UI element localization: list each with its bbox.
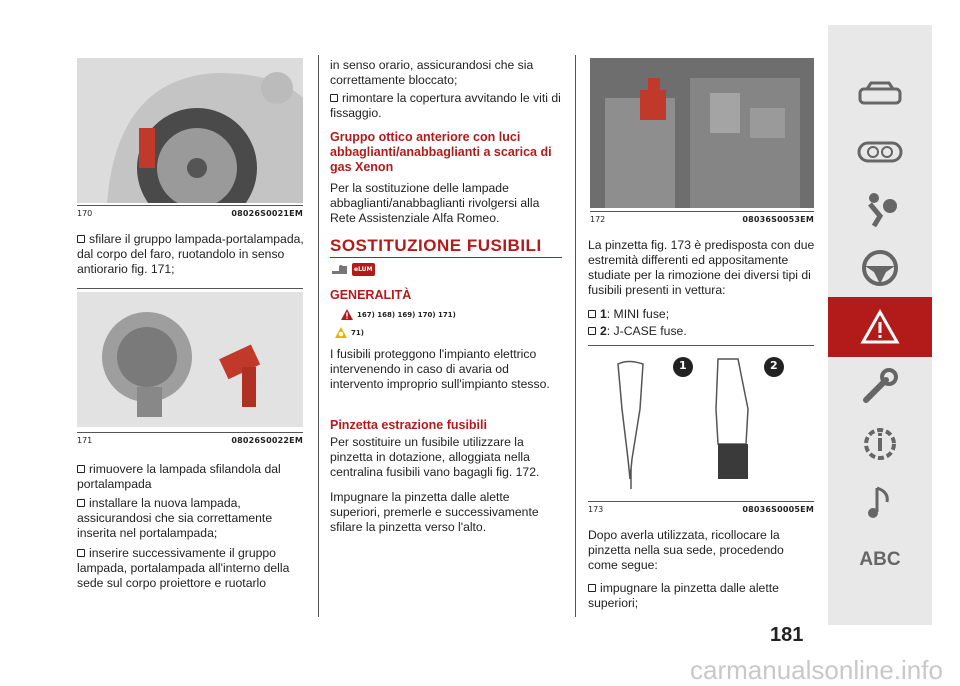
warning-icon (860, 309, 900, 345)
mini-fuse-item: 1: MINI fuse; (588, 307, 816, 322)
divider (77, 288, 303, 289)
figure-number: 173 (588, 505, 604, 514)
gear-info-icon (860, 424, 900, 464)
section-underline (330, 257, 562, 258)
tweezer-description: La pinzetta fig. 173 è predisposta con due estremità differenti ed appositamente studiate per la rimozione dei diversi tipi di fusibili presenti in vettura: (588, 238, 815, 297)
chapter-sidebar (828, 25, 932, 625)
warning-triangle-icon (340, 308, 354, 321)
figure-171-lamp-holder (77, 292, 303, 427)
bullet-icon (588, 584, 596, 592)
col1-item2: rimuovere la lampada sfilandola dal portalampada (77, 462, 281, 491)
page-number: 181 (770, 624, 804, 646)
tweezer-heading: Pinzetta estrazione fusibili (330, 418, 487, 432)
bullet-icon (588, 327, 596, 335)
divider (588, 345, 814, 346)
bullet-icon (330, 94, 338, 102)
lamp-holder-illustration (77, 292, 303, 427)
column-divider-1 (318, 55, 319, 617)
xenon-heading: Gruppo ottico anteriore con luci abbaglianti/anabbaglianti a scarica di gas Xenon (330, 130, 552, 174)
figure-170-caption (77, 205, 303, 218)
figure-173-tweezer (588, 349, 814, 497)
stow-item1: impugnare la pinzetta dalle alette superiori; (588, 581, 779, 610)
sidebar-item-emergency[interactable] (828, 297, 932, 357)
col2-item1: rimontare la copertura avvitando le viti di fissaggio. (330, 91, 561, 120)
col1-item4: inserire successivamente il gruppo lampada, portalampada all'interno della sede sul corpo proiettore e ruotarlo (77, 546, 290, 590)
figure-number: 170 (77, 209, 93, 218)
xenon-paragraph: Per la sostituzione delle lampade abbaglianti/anabbaglianti rivolgersi alla Rete Assistenziale Alfa Romeo. (330, 181, 540, 225)
figure-number: 171 (77, 436, 93, 445)
sidebar-item-car[interactable] (828, 65, 932, 123)
col2-continuation: in senso orario, assicurandosi che sia correttamente bloccato; (330, 58, 534, 87)
caution-triangle-icon (334, 326, 348, 339)
bullet-icon (77, 235, 85, 243)
sidebar-item-maintenance[interactable] (828, 357, 932, 415)
bullet-icon (77, 549, 85, 557)
sidebar-item-multimedia[interactable] (828, 473, 932, 531)
callout-1: 1 (679, 359, 687, 372)
wheel-arch-illustration (77, 58, 303, 203)
col1-item3: installare la nuova lampada, assicurandosi che sia correttamente inserita nel portalampada; (77, 496, 273, 540)
column-divider-2 (575, 55, 576, 617)
figure-171-caption (77, 432, 303, 445)
tweezer-illustration (588, 349, 814, 497)
watermark: carmanualsonline.info (690, 655, 943, 685)
abc-label: ABC (859, 549, 901, 570)
fuse-box-illustration (590, 58, 814, 208)
car-icon (857, 81, 903, 107)
dashboard-icon (857, 141, 903, 163)
steering-wheel-icon (860, 248, 900, 288)
elum-label: eLUM (352, 263, 375, 276)
hand-icon (331, 262, 349, 276)
sidebar-item-technical[interactable] (828, 415, 932, 473)
figure-170-wheel-arch (77, 58, 303, 203)
figure-number: 172 (590, 215, 606, 224)
sidebar-item-steering[interactable] (828, 239, 932, 297)
figure-code: 08036S0005EM (742, 505, 814, 514)
section-title: SOSTITUZIONE FUSIBILI (330, 236, 542, 255)
bullet-icon (588, 310, 596, 318)
jcase-fuse-item: 2: J-CASE fuse. (588, 324, 816, 339)
tweezer-paragraph-1: Per sostituire un fusibile utilizzare la pinzetta in dotazione, alloggiata nella centralina fusibili vano bagagli fig. 172. (330, 435, 540, 479)
sidebar-item-index[interactable] (828, 531, 932, 589)
warning-refs: 167) 168) 169) 170) 171) (340, 308, 456, 321)
fuses-paragraph: I fusibili proteggono l'impianto elettrico intervenendo in caso di avaria od intervento improprio sull'impianto stesso. (330, 347, 550, 391)
figure-173-caption (588, 501, 814, 514)
figure-code: 08026S0021EM (231, 209, 303, 218)
callout-2: 2 (770, 359, 778, 372)
sidebar-item-airbag[interactable] (828, 181, 932, 239)
figure-code: 08026S0022EM (231, 436, 303, 445)
wrench-icon (860, 366, 900, 406)
note-refs: 71) (334, 326, 364, 339)
col1-item1: sfilare il gruppo lampada-portalampada, dal corpo del faro, ruotandolo in senso antiorario fig. 171; (77, 232, 304, 276)
generalita-title: GENERALITÀ (330, 288, 412, 302)
figure-code: 08036S0053EM (742, 215, 814, 224)
stow-paragraph: Dopo averla utilizzata, ricollocare la pinzetta nella sua sede, procedendo come segue: (588, 528, 784, 572)
airbag-icon (860, 190, 900, 230)
figure-172-fuse-box (590, 58, 814, 208)
bullet-icon (77, 499, 85, 507)
elum-badge (331, 262, 375, 276)
music-note-icon (865, 482, 895, 522)
tweezer-paragraph-2: Impugnare la pinzetta dalle alette superiori, premerle e successivamente sfilare la pinzetta verso l'alto. (330, 490, 539, 534)
figure-172-caption (590, 211, 814, 224)
sidebar-item-dashboard[interactable] (828, 123, 932, 181)
bullet-icon (77, 465, 85, 473)
